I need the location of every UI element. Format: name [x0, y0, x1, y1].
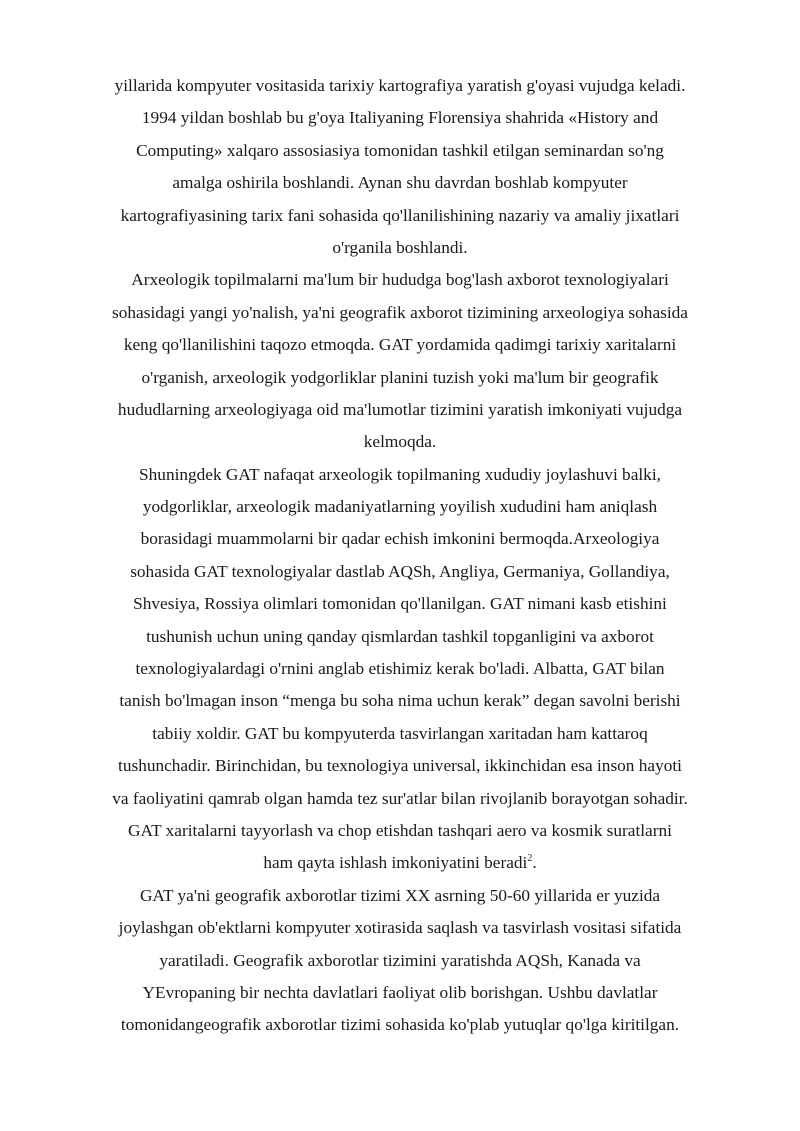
text-line: keng qo'llanilishini taqozo etmoqda. GAT yordamida qadimgi tarixiy xaritalarni	[123, 335, 677, 355]
text-line: amalga oshirila boshlandi. Aynan shu davrdan boshlab kompyuter	[172, 173, 628, 193]
text-line: o'rganish, arxeologik yodgorliklar planini tuzish yoki ma'lum bir geografik	[141, 367, 659, 387]
text-line: borasidagi muammolarni bir qadar echish imkonini bermoqda.Arxeologiya	[140, 529, 660, 549]
footnote-reference[interactable]: 2	[527, 853, 533, 865]
text-line: yodgorliklar, arxeologik madaniyatlarning yoyilish xududini ham aniqlash	[142, 497, 658, 517]
text-line: joylashgan ob'ektlarni kompyuter xotirasida saqlash va tasvirlash vositasi sifatida	[118, 918, 682, 938]
text-line: Shvesiya, Rossiya olimlari tomonidan qo'llanilgan. GAT nimani kasb etishini	[133, 594, 667, 614]
text-line: sohasidagi yangi yo'nalish, ya'ni geografik axborot tizimining arxeologiya sohasida	[112, 302, 688, 322]
text-line: Computing» xalqaro assosiasiya tomonidan tashkil etilgan seminardan so'ng	[136, 140, 664, 160]
text-line: yillarida kompyuter vositasida tarixiy kartografiya yaratish g'oyasi vujudga keladi.	[114, 76, 686, 95]
text-line: yaratiladi. Geografik axborotlar tizimini yaratishda AQSh, Kanada va	[159, 950, 641, 970]
text-line: va faoliyatini qamrab olgan hamda tez sur'atlar bilan rivojlanib borayotgan sohadir.	[112, 788, 688, 808]
text-line: hududlarning arxeologiyaga oid ma'lumotlar tizimini yaratish imkoniyati vujudga	[117, 399, 683, 419]
text-line-with-footnote	[60, 847, 740, 879]
text-line: YEvropaning bir nechta davlatlari faoliyat olib borishgan. Ushbu davlatlar	[142, 982, 658, 1002]
text-line: tabiiy xoldir. GAT bu kompyuterda tasvirlangan xaritadan ham kattaroq	[152, 723, 648, 743]
text-line: 1994 yildan boshlab bu g'oya Italiyaning Florensiya shahrida «History and	[141, 108, 659, 128]
text-line: tushunish uchun uning qanday qismlardan tashkil topganligini va axborot	[146, 626, 654, 646]
text-line: kelmoqda.	[363, 432, 437, 452]
text-line: GAT ya'ni geografik axborotlar tizimi XX asrning 50-60 yillarida er yuzida	[139, 885, 661, 905]
text-line: tomonidangeografik axborotlar tizimi sohasida ko'plab yutuqlar qo'lga kiritilgan.	[120, 1015, 680, 1035]
text-line: tushunchadir. Birinchidan, bu texnologiya universal, ikkinchidan esa inson hayoti	[118, 756, 682, 776]
text-line: kartografiyasining tarix fani sohasida qo'llanilishining nazariy va amaliy jixatlari	[120, 205, 680, 225]
body-text	[60, 70, 740, 1042]
text-segment: ham qayta ishlash imkoniyatini beradi	[263, 853, 528, 873]
text-line: Arxeologik topilmalarni ma'lum bir hududga bog'lash axborot texnologiyalari	[131, 270, 669, 290]
text-line: GAT xaritalarni tayyorlash va chop etishdan tashqari aero va kosmik suratlarni	[128, 820, 672, 840]
text-segment: .	[532, 853, 537, 873]
text-line: Shuningdek GAT nafaqat arxeologik topilmaning xududiy joylashuvi balki,	[139, 464, 661, 484]
text-line: o'rganila boshlandi.	[332, 237, 468, 257]
text-line: texnologiyalardagi o'rnini anglab etishimiz kerak bo'ladi. Albatta, GAT bilan	[135, 659, 665, 679]
text-line: sohasida GAT texnologiyalar dastlab AQSh, Angliya, Germaniya, Gollandiya,	[130, 561, 670, 581]
text-line: tanish bo'lmagan inson “menga bu soha nima uchun kerak” degan savolni berishi	[119, 691, 681, 711]
